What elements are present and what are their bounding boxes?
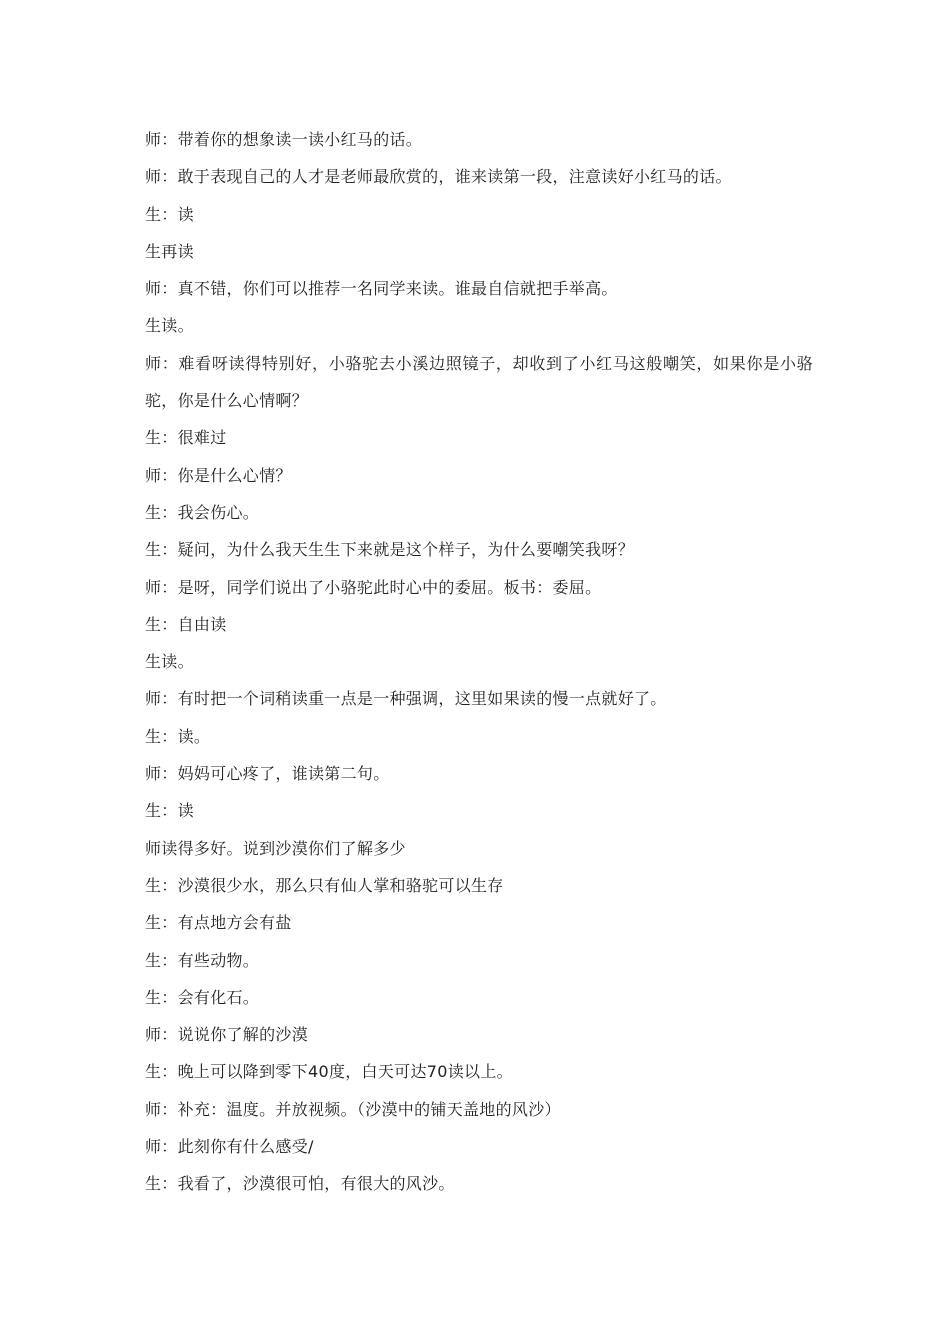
text-line: 师：敢于表现自己的人才是老师最欣赏的，谁来读第一段，注意读好小红马的话。 [145,167,732,187]
text-line: 师：真不错，你们可以推荐一名同学来读。谁最自信就把手举高。 [145,279,618,299]
text-line: 生：很难过 [145,428,227,448]
text-line: 师：妈妈可心疼了，谁读第二句。 [145,764,390,784]
text-line: 生：会有化石。 [145,987,260,1007]
text-line: 师：补充：温度。并放视频。（沙漠中的铺天盖地的风沙） [145,1099,561,1119]
text-line: 生读。 [145,316,194,336]
text-line: 生：我会伤心。 [145,502,260,522]
text-line: 生：晚上可以降到零下40度，白天可达70读以上。 [145,1062,513,1082]
text-line: 生：读 [145,801,194,821]
text-line: 生：有些动物。 [145,950,260,970]
text-line: 生再读 [145,241,194,261]
text-line: 生读。 [145,652,194,672]
document-body [145,121,825,1203]
text-line: 师：带着你的想象读一读小红马的话。 [145,130,423,149]
text-line: 师：是呀，同学们说出了小骆驼此时心中的委屈。板书：委屈。 [145,577,602,597]
text-line: 生：自由读 [145,614,227,634]
text-line: 师读得多好。说到沙漠你们了解多少 [145,838,406,858]
text-line: 师：你是什么心情？ [145,465,292,485]
text-line: 师：有时把一个词稍读重一点是一种强调，这里如果读的慢一点就好了。 [145,689,667,709]
text-line: 生：我看了，沙漠很可怕，有很大的风沙。 [145,1174,455,1194]
text-line: 生：有点地方会有盐 [145,913,292,933]
text-line: 生：读。 [145,726,211,746]
text-line: 生：读 [145,204,194,224]
text-line: 师：此刻你有什么感受/ [145,1137,314,1157]
text-line: 生：沙漠很少水，那么只有仙人掌和骆驼可以生存 [145,875,504,895]
text-line: 生：疑问，为什么我天生生下来就是这个样子，为什么要嘲笑我呀？ [145,540,635,560]
text-paragraph: 师：难看呀读得特别好，小骆驼去小溪边照镜子，却收到了小红马这般嘲笑，如果你是小骆驼，你是什么心情啊？ [145,353,813,411]
text-line: 师：说说你了解的沙漠 [145,1025,309,1045]
